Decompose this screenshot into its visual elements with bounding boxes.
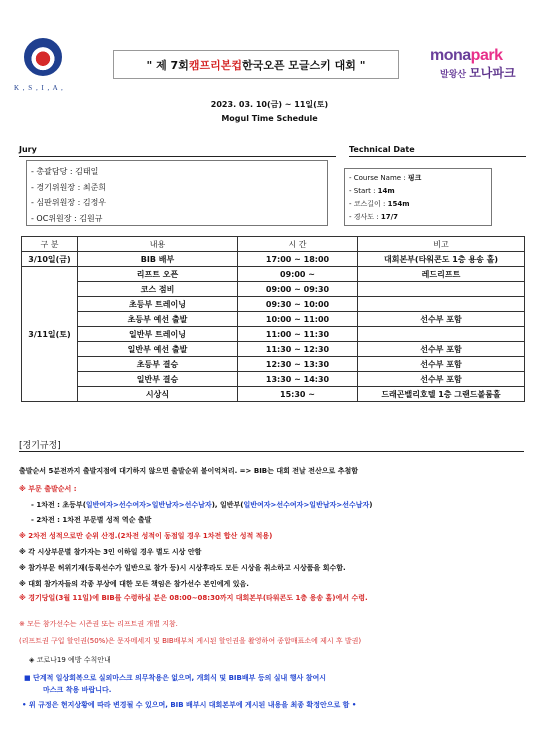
tech-item [349, 211, 487, 224]
row-content: 시상식 [78, 387, 238, 402]
row-time: 11:30 ~ 12:30 [238, 342, 358, 357]
title-suffix: 한국오픈 모글스키 대회 " [241, 58, 366, 72]
row-note [358, 327, 525, 342]
rule-lift-discount: (리프트권 구입 할인권(50%)은 문자메세지 및 BIB배부처 게시된 할인권을 촬영하여 종합매표소에 제시 후 발권) [19, 637, 362, 645]
tech-item [349, 172, 487, 185]
logo-park: park [470, 47, 503, 64]
table-row [22, 327, 525, 342]
row-note: 선수부 포함 [358, 312, 525, 327]
table-row [22, 387, 525, 402]
rule-bib-pickup: ※ 경기당일(3월 11일)에 BIB를 수령하실 분은 08:00~08:30까지 대회본부(타워콘도 1층 용송 홀)에서 수령. [19, 594, 368, 602]
tech-value: 핑크 [407, 174, 422, 182]
logo-sub-small: 발왕산 [440, 70, 470, 80]
row-content: 초등부 결승 [78, 357, 238, 372]
final-notice: • 위 규정은 현지상황에 따라 변경될 수 있으며, BIB 배부시 대회본부에 게시된 내용을 최종 확정안으로 함 • [22, 701, 357, 709]
tech-item [349, 185, 487, 198]
logo-sub-big: 모나파크 [469, 66, 516, 80]
row-content: 일반부 결승 [78, 372, 238, 387]
tech-item [349, 198, 487, 211]
row-time: 17:00 ~ 18:00 [238, 252, 358, 267]
tech-label: - Course Name : [349, 174, 408, 182]
schedule-title: Mogul Time Schedule [221, 114, 318, 123]
rule-text: 일반여자>선수여자>일반남자>선수남자 [243, 501, 370, 509]
row-time: 13:30 ~ 14:30 [238, 372, 358, 387]
ksia-logo [14, 38, 70, 104]
rule-ranking: ※ 2차전 성적으로만 순위 산정.(2차전 성적이 동점일 경우 1차전 합산 성적 적용) [19, 532, 273, 540]
row-time: 11:00 ~ 11:30 [238, 327, 358, 342]
row-content: 초등부 예선 출발 [78, 312, 238, 327]
title-prefix: " 제 7회 [146, 58, 189, 72]
row-note: 레드리프트 [358, 267, 525, 282]
row-note [358, 282, 525, 297]
event-title [113, 50, 399, 79]
row-date: 3/11일(토) [22, 267, 78, 402]
header-content: 내용 [78, 237, 238, 252]
table-row [22, 372, 525, 387]
tech-label: - 경사도 : [349, 213, 381, 221]
rule-lift-ticket: ※ 모든 참가선수는 시즌권 또는 리프트권 개별 지참. [19, 620, 178, 628]
table-row [22, 312, 525, 327]
header-time: 시 간 [238, 237, 358, 252]
ksia-emblem-icon [24, 38, 62, 76]
covid-mask-rule: ■ 단계적 일상회복으로 실외마스크 의무착용은 없으며, 개회식 및 BIB배부 등의 실내 행사 참여시 [24, 674, 326, 682]
row-note: 선수부 포함 [358, 342, 525, 357]
jury-box [26, 160, 328, 226]
monapark-subtitle [440, 64, 530, 81]
rules-heading: [경기규정] [19, 441, 61, 451]
technical-heading: Technical Date [349, 145, 526, 157]
tech-value: 154m [387, 200, 410, 208]
row-content: 코스 점비 [78, 282, 238, 297]
monapark-logo [430, 47, 530, 87]
header-note: 비고 [358, 237, 525, 252]
row-time: 15:30 ~ [238, 387, 358, 402]
monapark-wordmark [430, 47, 530, 65]
tech-label: - 코스길이 : [349, 200, 388, 208]
table-row [22, 282, 525, 297]
row-content: BIB 배부 [78, 252, 238, 267]
rule-run1 [31, 500, 372, 510]
tech-label: - Start : [349, 187, 378, 195]
title-highlight: 캠프리본컵 [188, 58, 242, 72]
row-time: 10:00 ~ 11:00 [238, 312, 358, 327]
jury-item: - OC위원장 : 김원규 [31, 213, 103, 223]
jury-item: - 심판위원장 : 김정우 [31, 198, 107, 207]
tech-value: 17/7 [380, 213, 399, 221]
header-category: 구 분 [22, 237, 78, 252]
tech-value: 14m [377, 187, 395, 195]
table-header-row [22, 237, 525, 252]
rule-award-min: ※ 각 시상부문별 참가자는 3인 이하일 경우 별도 시상 안함 [19, 548, 202, 556]
rule-text: ) [369, 501, 373, 509]
rule-text: - 1차전 : 초등부( [31, 501, 86, 509]
row-time: 12:30 ~ 13:30 [238, 357, 358, 372]
table-row [22, 252, 525, 267]
row-content: 리프트 오픈 [78, 267, 238, 282]
table-row [22, 297, 525, 312]
jury-item: - 경기위원장 : 최준희 [31, 182, 107, 192]
covid-notice-heading: ◈ 코로나19 예방 수칙안내 [29, 656, 111, 664]
row-note: 드래곤밸리호텔 1층 그랜드볼룸홀 [358, 387, 525, 402]
rule-run2: - 2차전 : 1차전 부문별 성적 역순 출발 [31, 516, 152, 524]
row-time: 09:30 ~ 10:00 [238, 297, 358, 312]
row-note [358, 297, 525, 312]
rule-text: 일반여자>선수여자>일반남자>선수남자 [85, 501, 212, 509]
table-row [22, 357, 525, 372]
rules-divider [19, 451, 524, 452]
ksia-text: K , S , I , A , [14, 84, 64, 92]
rule-false-entry: ※ 참가부문 허위기재(등록선수가 일반으로 참가 등)시 시상후라도 모든 시상을 취소하고 시상품을 회수함. [19, 564, 346, 572]
logo-mona: mona [430, 47, 471, 64]
row-content: 일반부 예선 출발 [78, 342, 238, 357]
rule-order-heading: ※ 부문 출발순서 : [19, 485, 77, 493]
covid-mask-rule-cont: 마스크 착용 바랍니다. [43, 686, 112, 694]
row-note: 선수부 포함 [358, 372, 525, 387]
rule-text: BIB는 대회 전날 전산으로 추첨함 [253, 467, 359, 475]
rule-text: 출발순서 5분전까지 출발지점에 대기하지 않으면 출발순위 붙이억처리. => [19, 467, 254, 475]
table-row [22, 342, 525, 357]
row-content: 일반부 트레이닝 [78, 327, 238, 342]
rule-text: ), 일반부( [211, 501, 244, 509]
row-date: 3/10일(금) [22, 252, 78, 267]
row-note: 대회본부(타워콘도 1층 용송 홀) [358, 252, 525, 267]
jury-item: - 총괄담당 : 김태일 [31, 167, 99, 176]
rule-liability: ※ 대회 참가자들의 각종 부상에 대한 모든 책임은 참가선수 본인에게 있음. [19, 580, 249, 588]
row-time: 09:00 ~ [238, 267, 358, 282]
event-date-range: 2023. 03. 10(금) ~ 11일(토) [210, 100, 329, 109]
row-note: 선수부 포함 [358, 357, 525, 372]
technical-box [344, 168, 492, 226]
row-content: 초등부 트레이닝 [78, 297, 238, 312]
rule-start-order [19, 466, 358, 476]
schedule-table [21, 236, 525, 402]
jury-heading: Jury [19, 145, 336, 157]
row-time: 09:00 ~ 09:30 [238, 282, 358, 297]
table-row [22, 267, 525, 282]
